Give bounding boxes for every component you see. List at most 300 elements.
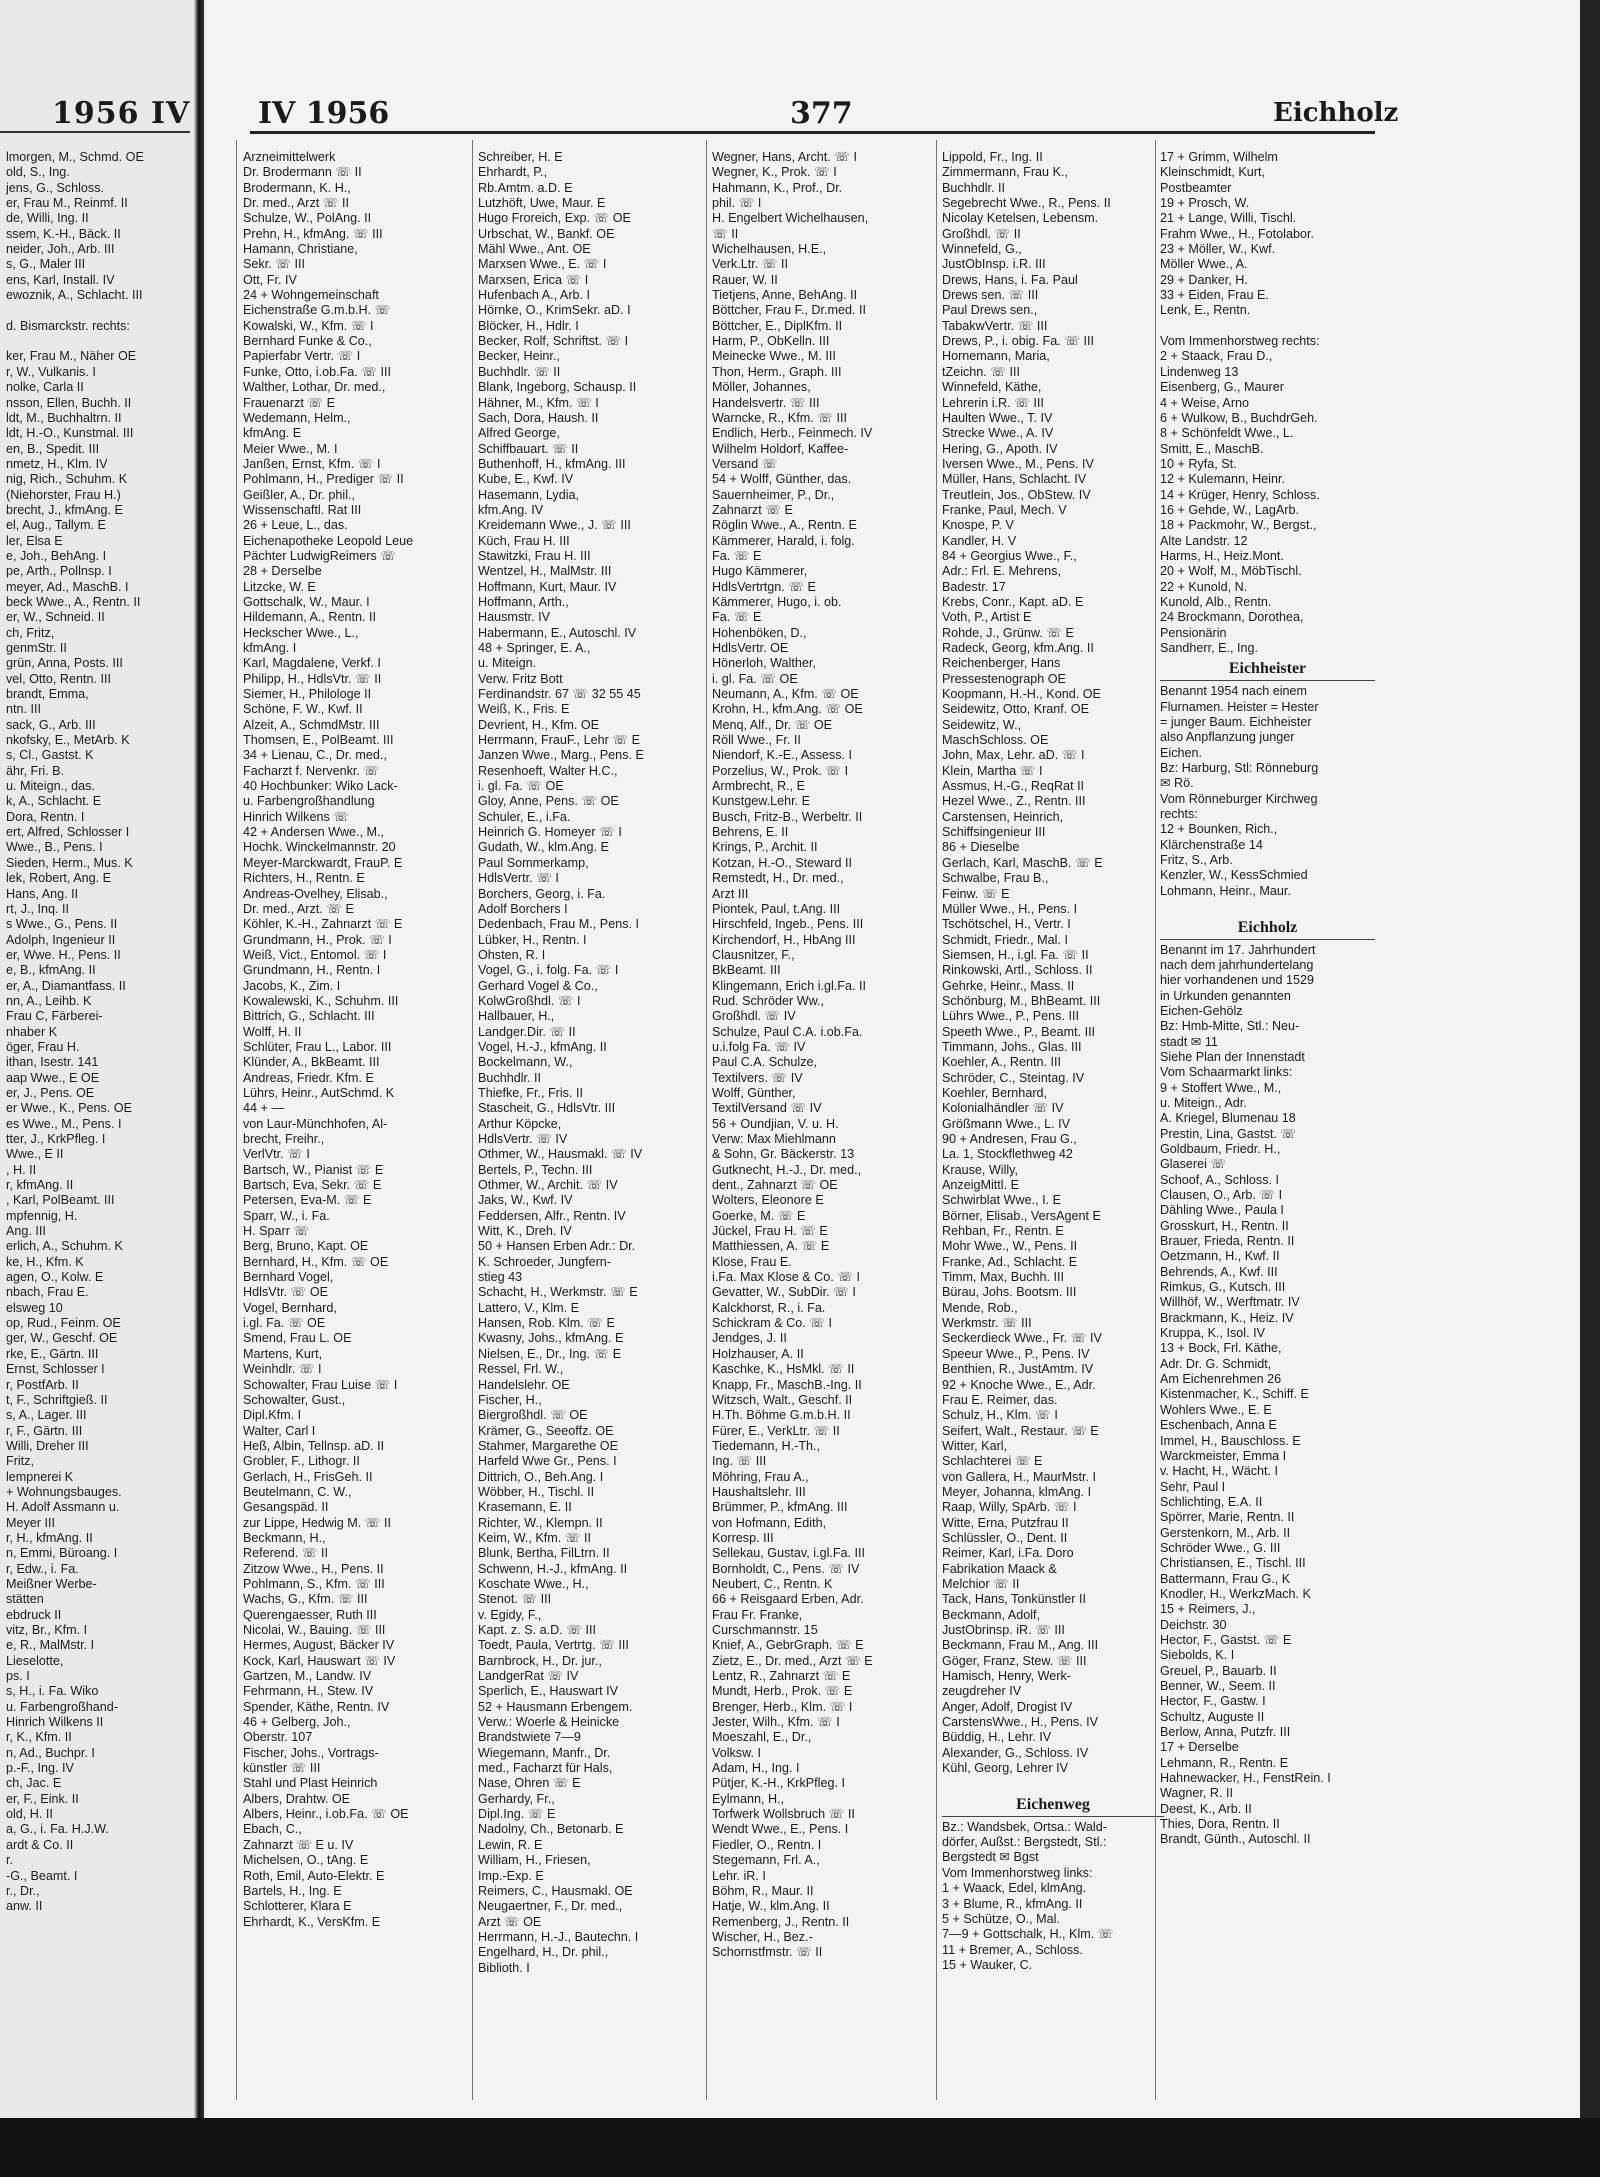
directory-entry: nn, A., Leihb. K (6, 993, 92, 1008)
directory-entry: er, W., Schneid. II (6, 610, 105, 625)
directory-entry: Deichstr. 30 (1160, 1617, 1227, 1632)
directory-entry: 16 + Gehde, W., LagArb. (1160, 502, 1299, 517)
directory-entry: Adolf Borchers I (478, 901, 568, 916)
directory-entry: Verw: Max Miehlmann (712, 1132, 836, 1146)
directory-entry: Frahm Wwe., H., Fotolabor. (1160, 226, 1314, 241)
directory-entry: in Urkunden genannten (1160, 988, 1291, 1003)
directory-entry: Wiegemann, Manfr., Dr. (478, 1745, 611, 1760)
directory-entry: Flurnamen. Heister = Hester (1160, 699, 1319, 714)
directory-entry: Krings, P., Archit. II (712, 840, 818, 855)
directory-entry: Verk.Ltr. ☏ II (712, 257, 788, 272)
directory-entry: 24 + Wohngemeinschaft (243, 288, 379, 303)
directory-entry: u. Miteign., das. (6, 779, 95, 794)
directory-entry: Brandstwiete 7—9 (478, 1730, 581, 1745)
directory-entry: Tietjens, Anne, BehAng. II (712, 288, 858, 303)
directory-entry: Mohr Wwe., W., Pens. II (942, 1239, 1078, 1254)
directory-entry: zeugdreher IV (942, 1684, 1022, 1699)
directory-entry: HdlsVtr. ☏ OE (243, 1285, 329, 1300)
directory-entry: Knodler, H., WerkzMach. K (1160, 1586, 1311, 1601)
directory-entry: med., Facharzt für Hals, (478, 1761, 613, 1776)
directory-entry: Reimer, Karl, i.Fa. Doro (942, 1546, 1074, 1561)
directory-entry: Schiffbauart. ☏ II (478, 441, 579, 456)
directory-entry: Raap, Willy, SpArb. ☏ I (942, 1500, 1077, 1515)
directory-entry: Eschenbach, Anna E (1160, 1418, 1277, 1433)
directory-entry: Hans, Ang. II (6, 886, 79, 901)
directory-entry: Alzeit, A., SchmdMstr. III (243, 717, 380, 732)
directory-entry: ldt, M., Buchhaltrn. II (6, 410, 122, 425)
directory-entry: ✉ Rö. (1160, 776, 1194, 791)
directory-entry: Stascheit, G., HdlsVtr. III (478, 1101, 616, 1116)
directory-entry: Referend. ☏ II (243, 1546, 329, 1561)
directory-entry: nhaber K (6, 1024, 58, 1039)
directory-entry: Gehrke, Heinr., Mass. II (942, 978, 1075, 993)
directory-entry: 2 + Staack, Frau D., (1160, 349, 1273, 364)
directory-entry: 19 + Prosch, W. (1160, 196, 1250, 211)
directory-entry: Franke, Ad., Schlacht. E (942, 1254, 1078, 1269)
directory-entry: Wolters, Eleonore E (712, 1193, 824, 1208)
directory-entry: Bartsch, W., Pianist ☏ E (243, 1162, 384, 1177)
directory-entry: Seifert, Walt., Restaur. ☏ E (942, 1423, 1099, 1438)
directory-entry: Fa. ☏ E (712, 548, 762, 563)
directory-entry: mpfennig, H. (6, 1208, 78, 1223)
directory-entry: 17 + Derselbe (1160, 1740, 1239, 1755)
directory-entry: Frau E. Reimer, das. (942, 1392, 1058, 1407)
directory-entry: Curschmannstr. 15 (712, 1623, 818, 1637)
directory-entry: 84 + Georgius Wwe., F., (942, 548, 1077, 563)
directory-entry: u. Farbengroßhand- (6, 1699, 119, 1714)
directory-entry: Wwe., B., Pens. I (6, 840, 103, 855)
directory-entry: Kalckhorst, R., i. Fa. (712, 1300, 826, 1315)
directory-entry: Schlotterer, Klara E (243, 1899, 352, 1914)
directory-entry: ebdruck II (6, 1607, 62, 1622)
directory-entry: LandgerRat ☏ IV (478, 1669, 579, 1684)
directory-entry: Hugo Froreich, Exp. ☏ OE (478, 211, 631, 226)
directory-entry: Arzt ☏ OE (478, 1914, 542, 1929)
directory-entry: Pächter LudwigReimers ☏ (243, 548, 396, 563)
directory-entry: Rimkus, G., Kutsch. III (1160, 1280, 1286, 1295)
directory-entry: brecht, Freihr., (243, 1132, 325, 1146)
directory-entry: Kandler, H. V (942, 533, 1017, 548)
directory-entry: Buchhdlr. II (942, 180, 1006, 195)
directory-entry: Krebs, Conr., Kapt. aD. E (942, 594, 1084, 609)
directory-entry: Adr. Dr. G. Schmidt, (1160, 1356, 1272, 1371)
directory-entry: Remenberg, J., Rentn. II (712, 1914, 850, 1929)
directory-entry: ntn. III (6, 702, 42, 717)
directory-entry: & Sohn, Gr. Bäckerstr. 13 (712, 1147, 855, 1162)
directory-entry: 20 + Wolf, M., MöbTischl. (1160, 564, 1302, 579)
directory-entry: r, W., Vulkanis. I (6, 364, 96, 379)
directory-entry: 1 + Waack, Edel, klmAng. (942, 1881, 1087, 1896)
directory-entry: Hufenbach A., Arb. I (478, 288, 591, 303)
directory-entry: H.Th. Böhme G.m.b.H. II (712, 1408, 851, 1423)
directory-column-1 (243, 150, 465, 1930)
directory-entry: 21 + Lange, Willi, Tischl. (1160, 211, 1297, 226)
directory-entry: Torfwerk Wollsbruch ☏ II (712, 1807, 855, 1822)
directory-entry: nbach, Frau E. (6, 1285, 89, 1300)
directory-entry: Matthiessen, A. ☏ E (712, 1239, 830, 1254)
directory-entry: Gottschalk, W., Maur. I (243, 594, 370, 609)
directory-entry: ke, H., Kfm. K (6, 1254, 84, 1269)
directory-entry: Krämer, G., Seeoffz. OE (478, 1423, 614, 1438)
directory-entry: Segebrecht Wwe., R., Pens. II (942, 196, 1111, 211)
directory-entry: Krasemann, E. II (478, 1500, 572, 1515)
directory-entry: Wilhelm Holdorf, Kaffee- (712, 441, 849, 456)
directory-entry: Hildemann, A., Rentn. II (243, 610, 377, 625)
directory-entry: Hahnewacker, H., FenstRein. I (1160, 1771, 1331, 1786)
directory-entry: Kowalewski, K., Schuhm. III (243, 993, 399, 1008)
directory-entry: Fiedler, O., Rentn. I (712, 1837, 822, 1852)
directory-entry: Seidewitz, W., (942, 717, 1022, 732)
directory-entry: ens, Karl, Install. IV (6, 272, 115, 287)
directory-entry: Hönerloh, Walther, (712, 656, 816, 671)
directory-entry: H. Sparr ☏ (243, 1224, 310, 1239)
directory-entry: 34 + Lienau, C., Dr. med., (243, 748, 387, 763)
directory-entry: Lohmann, Heinr., Maur. (1160, 883, 1291, 898)
directory-entry: sack, G., Arb. III (6, 717, 96, 732)
directory-entry: Wohlers Wwe., E. E (1160, 1402, 1272, 1417)
directory-entry: r, PostfArb. II (6, 1377, 79, 1392)
directory-entry: s, A., Lager. III (6, 1408, 87, 1423)
directory-entry: Neubert, C., Rentn. K (712, 1576, 833, 1591)
directory-entry: agen, O., Kolw. E (6, 1270, 104, 1285)
directory-entry: Meyer, Johanna, klmAng. I (942, 1484, 1092, 1499)
directory-entry: Rinkowski, Artl., Schloss. II (942, 963, 1093, 978)
directory-entry: meyer, Ad., MaschB. I (6, 579, 129, 594)
directory-entry: Funke, Otto, i.ob.Fa. ☏ III (243, 364, 392, 379)
directory-entry: Hasemann, Lydia, (478, 487, 580, 502)
directory-entry: Dora, Rentn. I (6, 809, 85, 824)
directory-entry: Eichen. (1160, 745, 1203, 760)
directory-entry: Schulze, Paul C.A. i.ob.Fa. (712, 1024, 863, 1039)
directory-entry: rke, E., Gärtn. III (6, 1346, 99, 1361)
directory-entry: Stegemann, Frl. A., (712, 1853, 820, 1868)
directory-entry: op, Rud., Feinm. OE (6, 1316, 121, 1331)
directory-entry: HdlsVertr. OE (712, 641, 789, 655)
directory-entry: Hörnke, O., KrimSekr. aD. I (478, 303, 631, 318)
directory-entry: Wichelhausen, H.E., (712, 242, 827, 257)
directory-entry: ert, Alfred, Schlosser I (6, 825, 130, 840)
directory-entry: Clausen, O., Arb. ☏ I (1160, 1188, 1283, 1202)
page-header-year: IV 1956 (258, 96, 390, 131)
directory-entry: Michelsen, O., tAng. E (243, 1853, 369, 1868)
directory-entry: Grosskurt, H., Rentn. II (1160, 1218, 1289, 1233)
directory-entry: Wegner, Hans, Archt. ☏ I (712, 150, 858, 164)
column-divider (936, 140, 937, 2100)
directory-entry: Rehban, Fr., Rentn. E (942, 1224, 1064, 1239)
directory-entry: Walther, Lothar, Dr. med., (243, 380, 386, 395)
directory-entry: Hermes, August, Bäcker IV (243, 1638, 395, 1653)
directory-entry: Klingemann, Erich i.gl.Fa. II (712, 978, 866, 993)
directory-entry: Harm, P., ObKelln. III (712, 334, 830, 349)
directory-entry: = junger Baum. Eichheister (1160, 715, 1312, 730)
directory-entry: Lenk, E., Rentn. (1160, 303, 1251, 318)
directory-entry: er, Wwe. H., Pens. II (6, 947, 121, 962)
directory-entry: Fischer, H., (478, 1392, 542, 1407)
directory-entry: Hahmann, K., Prof., Dr. (712, 180, 843, 195)
directory-entry: grün, Anna, Posts. III (6, 656, 123, 671)
directory-entry: i. gl. Fa. ☏ OE (712, 671, 798, 686)
directory-entry: Schmidt, Friedr., Mal. I (942, 932, 1068, 947)
directory-entry: s, G., Maler III (6, 257, 86, 272)
header-rule (250, 131, 1375, 134)
directory-entry: Reichenberger, Hans (942, 656, 1061, 671)
directory-entry: 42 + Andersen Wwe., M., (243, 825, 385, 840)
directory-entry: Paul Sommerkamp, (478, 855, 589, 870)
directory-entry: Prestin, Lina, Gastst. ☏ (1160, 1126, 1297, 1141)
directory-entry: Pohlmann, H., Prediger ☏ II (243, 472, 404, 487)
directory-entry: 28 + Derselbe (243, 564, 322, 579)
directory-entry: 7—9 + Gottschalk, H., Klm. ☏ (942, 1927, 1114, 1942)
directory-entry: Sieden, Herm., Mus. K (6, 855, 133, 870)
directory-entry: Drews, P., i. obig. Fa. ☏ III (942, 334, 1094, 349)
directory-entry: Adam, H., Ing. I (712, 1761, 800, 1776)
directory-entry (942, 1776, 1164, 1791)
directory-entry: Jückel, Frau H. ☏ E (712, 1224, 828, 1239)
directory-entry: tZeichn. ☏ III (942, 364, 1021, 379)
directory-entry: stieg 43 (478, 1270, 523, 1285)
directory-entry: 40 Hochbunker: Wiko Lack- (243, 779, 398, 794)
directory-entry: Hoffmann, Kurt, Maur. IV (478, 579, 617, 594)
directory-entry: ähr, Fri. B. (6, 763, 65, 778)
directory-entry: Dedenbach, Frau M., Pens. I (478, 917, 640, 932)
directory-entry: brandt, Emma, (6, 687, 89, 702)
directory-entry: Drews, Hans, i. Fa. Paul (942, 272, 1078, 287)
directory-entry: Willi, Dreher III (6, 1438, 89, 1453)
directory-entry: TabakwVertr. ☏ III (942, 318, 1048, 333)
directory-entry: Borchers, Georg, i. Fa. (478, 886, 606, 901)
directory-column-2 (478, 150, 700, 1976)
directory-entry: s, H., i. Fa. Wiko (6, 1684, 99, 1699)
directory-entry: Adolph, Ingenieur II (6, 932, 116, 947)
directory-entry: Bartels, H., Ing. E (243, 1883, 342, 1898)
directory-entry: stätten (6, 1592, 44, 1607)
directory-entry: Bürau, Johs. Bootsm. III (942, 1285, 1077, 1300)
directory-entry: Fritz, (6, 1454, 34, 1469)
directory-entry: Gloy, Anne, Pens. ☏ OE (478, 794, 619, 809)
directory-entry: Grobler, F., Lithogr. II (243, 1454, 360, 1469)
directory-entry: lmorgen, M., Schmd. OE (6, 150, 144, 164)
directory-entry: i.Fa. Max Klose & Co. ☏ I (712, 1270, 861, 1285)
directory-entry: Mähl Wwe., Ant. OE (478, 242, 591, 257)
directory-entry: Roth, Emil, Auto-Elektr. E (243, 1868, 385, 1883)
directory-entry: Ebach, C., (243, 1822, 302, 1837)
directory-entry: Walter, Carl I (243, 1423, 316, 1438)
directory-entry: Biblioth. I (478, 1960, 530, 1975)
directory-entry: hier vorhandenen und 1529 (1160, 973, 1315, 988)
directory-entry: dörfer, Außst.: Bergstedt, Stl.: (942, 1835, 1107, 1850)
directory-entry: Börner, Elisab., VersAgent E (942, 1208, 1101, 1223)
directory-entry: Meißner Werbe- (6, 1576, 97, 1591)
directory-entry: Werkmstr. ☏ III (942, 1316, 1032, 1331)
directory-entry: elsweg 10 (6, 1300, 63, 1315)
directory-entry: Rohde, J., Grünw. ☏ E (942, 625, 1074, 640)
directory-entry: Kleinschmidt, Kurt, (1160, 165, 1265, 180)
directory-entry: Siebolds, K. I (1160, 1648, 1235, 1663)
directory-entry: AnzeigMittl. E (942, 1178, 1019, 1193)
directory-entry: Biergroßhdl. ☏ OE (478, 1408, 588, 1423)
directory-column-5 (1160, 150, 1375, 1848)
directory-entry: Kwasny, Johs., kfmAng. E (478, 1331, 624, 1346)
street-heading: Eichheister (1160, 658, 1375, 681)
directory-entry: Dr. Brodermann ☏ II (243, 165, 362, 180)
directory-entry: Christiansen, E., Tischl. III (1160, 1556, 1306, 1571)
directory-entry: Nicolai, W., Bauing. ☏ III (243, 1623, 386, 1637)
directory-entry: Bz: Harburg, Stl: Rönneburg (1160, 761, 1319, 776)
directory-entry: Schoof, A., Schloss. I (1160, 1172, 1280, 1187)
directory-entry: Meier Wwe., M. I (243, 441, 338, 456)
directory-entry: 33 + Eiden, Frau E. (1160, 288, 1269, 303)
directory-entry: Witt, K., Dreh. IV (478, 1224, 572, 1239)
directory-entry: ch, Fritz, (6, 625, 55, 640)
directory-entry: Tack, Hans, Tonkünstler II (942, 1592, 1086, 1607)
directory-entry: Buthenhoff, H., kfmAng. III (478, 456, 626, 471)
directory-entry: r, H., kfmAng. II (6, 1530, 93, 1545)
directory-entry: Brackmann, K., Heiz. IV (1160, 1310, 1294, 1325)
directory-entry: Mundt, Herb., Prok. ☏ E (712, 1684, 853, 1699)
directory-entry: vitz, Br., Kfm. I (6, 1623, 88, 1637)
directory-entry: zur Lippe, Hedwig M. ☏ II (243, 1515, 392, 1530)
directory-entry: Schönburg, M., BhBeamt. III (942, 993, 1101, 1008)
directory-entry: 4 + Weise, Arno (1160, 395, 1250, 410)
directory-entry: Benannt 1954 nach einem (1160, 684, 1308, 699)
directory-entry: e, Joh., BehAng. I (6, 548, 107, 563)
directory-entry: Am Eichenrehmen 26 (1160, 1372, 1282, 1387)
directory-entry: Richter, W., Klempn. II (478, 1515, 603, 1530)
directory-entry: jens, G., Schloss. (6, 180, 104, 195)
directory-entry: Lippold, Fr., Ing. II (942, 150, 1043, 164)
directory-entry: Wendt Wwe., E., Pens. I (712, 1822, 849, 1837)
directory-entry: Resenhoeft, Walter H.C., (478, 763, 618, 778)
directory-entry: Schulze, W., PolAng. II (243, 211, 372, 226)
directory-entry: ☏ II (712, 226, 739, 241)
directory-entry: Nielsen, E., Dr., Ing. ☏ E (478, 1346, 622, 1361)
directory-entry: er, J., Pens. OE (6, 1085, 95, 1100)
directory-entry: Greuel, P., Bauarb. II (1160, 1663, 1277, 1678)
directory-entry: Seidewitz, Otto, Kranf. OE (942, 702, 1089, 717)
directory-entry: Fabrikation Maack & (942, 1561, 1057, 1576)
directory-entry: Weiß, K., Fris. E (478, 702, 570, 717)
directory-entry: Lewin, R. E (478, 1837, 543, 1852)
directory-entry: vel, Otto, Rentn. III (6, 671, 111, 686)
directory-entry: d. Bismarckstr. rechts: (6, 318, 130, 333)
directory-entry: Ressel, Frl. W., (478, 1362, 564, 1377)
directory-entry: Kunstgew.Lehr. E (712, 794, 811, 809)
directory-entry: Böttcher, Frau F., Dr.med. II (712, 303, 866, 318)
directory-entry: Bernhard Funke & Co., (243, 334, 372, 349)
directory-entry: Hochk. Winckelmannstr. 20 (243, 840, 396, 855)
directory-entry: Paul Drews sen., (942, 303, 1038, 318)
directory-entry: Pensionärin (1160, 625, 1227, 640)
directory-entry: künstler ☏ III (243, 1761, 321, 1776)
directory-entry: Wegner, K., Prok. ☏ I (712, 165, 837, 180)
directory-entry: Hirschfeld, Ingeb., Pens. III (712, 917, 864, 932)
directory-entry: Eichenapotheke Leopold Leue (243, 533, 414, 548)
directory-entry (1160, 899, 1375, 914)
directory-entry: anw. II (6, 1899, 43, 1914)
directory-entry: Hatje, W., klm.Ang. II (712, 1899, 830, 1914)
directory-entry: Barnbrock, H., Dr. jur., (478, 1653, 602, 1668)
directory-entry: Warckmeister, Emma I (1160, 1448, 1287, 1463)
directory-entry: i.gl. Fa. ☏ OE (243, 1316, 326, 1331)
directory-entry: Lehmann, R., Rentn. E (1160, 1755, 1289, 1770)
directory-entry: von Gallera, H., MaurMstr. I (942, 1469, 1096, 1484)
directory-entry: Hohenböken, D., (712, 625, 807, 640)
directory-entry: Endlich, Herb., Feinmech. IV (712, 426, 873, 441)
directory-entry: Rb.Amtm. a.D. E (478, 180, 573, 195)
directory-entry: Knapp, Fr., MaschB.-Ing. II (712, 1377, 862, 1392)
directory-entry: Koschate Wwe., H., (478, 1576, 589, 1591)
directory-entry: Deest, K., Arb. II (1160, 1801, 1252, 1816)
directory-entry: Toedt, Paula, Vertrtg. ☏ III (478, 1638, 629, 1653)
directory-entry: Kotzan, H.-O., Steward II (712, 855, 852, 870)
directory-entry: erlich, A., Schuhm. K (6, 1239, 123, 1254)
directory-entry: Hähner, M., Kfm. ☏ I (478, 395, 599, 410)
directory-entry: Stenot. ☏ III (478, 1592, 552, 1607)
directory-entry: Fa. ☏ E (712, 610, 762, 625)
directory-entry: nig, Rich., Schuhm. K (6, 472, 128, 487)
directory-entry: Timmann, Johs., Glas. III (942, 1039, 1082, 1054)
directory-entry: 44 + — (243, 1101, 284, 1116)
directory-entry: 15 + Wauker, C. (942, 1957, 1033, 1972)
column-divider (1155, 140, 1156, 2100)
directory-entry: old, S., Ing. (6, 165, 70, 180)
directory-entry: neider, Joh., Arb. III (6, 242, 115, 257)
directory-entry: CarstensWwe., H., Pens. IV (942, 1715, 1099, 1730)
directory-entry: Thiefke, Fr., Fris. II (478, 1085, 583, 1100)
directory-entry: BkBeamt. III (712, 963, 781, 978)
directory-entry: Carstensen, Heinrich, (942, 809, 1064, 824)
directory-entry: Albers, Heinr., i.ob.Fa. ☏ OE (243, 1807, 409, 1822)
directory-entry: Weinhdlr. ☏ I (243, 1362, 322, 1377)
directory-entry: Brenger, Herb., Klm. ☏ I (712, 1699, 853, 1714)
directory-entry: Pütjer, K.-H., KrkPfleg. I (712, 1776, 845, 1791)
directory-entry: Ehrhardt, P., (478, 165, 548, 180)
directory-entry: kfm.Ang. IV (478, 502, 544, 517)
directory-entry: Dr. med., Arzt ☏ II (243, 196, 350, 211)
directory-entry: Köhler, K.-H., Zahnarzt ☏ E (243, 917, 403, 932)
directory-entry: s Wwe., G., Pens. II (6, 917, 118, 932)
directory-entry: Gudath, W., klm.Ang. E (478, 840, 609, 855)
directory-entry: Blöcker, H., Hdlr. I (478, 318, 579, 333)
directory-entry: Schulz, H., Klm. ☏ I (942, 1408, 1058, 1423)
directory-entry: Kämmerer, Hugo, i. ob. (712, 594, 842, 609)
directory-entry: Verw.: Woerle & Heinicke (478, 1715, 620, 1730)
directory-column-4 (942, 150, 1164, 1973)
directory-entry: Hansen, Rob. Klm. ☏ E (478, 1316, 615, 1331)
directory-entry: Blunk, Bertha, FilLtrn. II (478, 1546, 610, 1561)
directory-entry: La. 1, Stockflethweg 42 (942, 1147, 1073, 1162)
directory-entry: Nadolny, Ch., Betonarb. E (478, 1822, 624, 1837)
directory-entry: i. gl. Fa. ☏ OE (478, 779, 564, 794)
directory-entry: Hering, G., Apoth. IV (942, 441, 1058, 456)
directory-entry: Korresp. III (712, 1530, 774, 1545)
directory-entry: Postbeamter (1160, 180, 1232, 195)
directory-entry: 13 + Bock, Frl. Käthe, (1160, 1341, 1282, 1356)
directory-entry: Bz.: Wandsbek, Ortsa.: Wald- (942, 1819, 1107, 1834)
directory-entry: Herrmann, FrauF., Lehr ☏ E (478, 733, 641, 748)
directory-entry: Devrient, H., Kfm. OE (478, 717, 600, 732)
directory-entry: Voth, P., Artist E (942, 610, 1032, 625)
directory-entry: Hoffmann, Arth., (478, 594, 569, 609)
directory-entry: Alte Landstr. 12 (1160, 533, 1248, 548)
directory-entry: Schornstfmstr. ☏ II (712, 1945, 823, 1960)
directory-entry: p.-F., Ing. IV (6, 1761, 74, 1776)
directory-entry: Sperlich, E., Hauswart IV (478, 1684, 618, 1699)
directory-entry: de, Willi, Ing. II (6, 211, 89, 226)
directory-entry: H. Engelbert Wichelhausen, (712, 211, 869, 226)
scan-right-edge (1580, 0, 1600, 2177)
directory-entry: Frau C, Färberei- (6, 1009, 103, 1024)
